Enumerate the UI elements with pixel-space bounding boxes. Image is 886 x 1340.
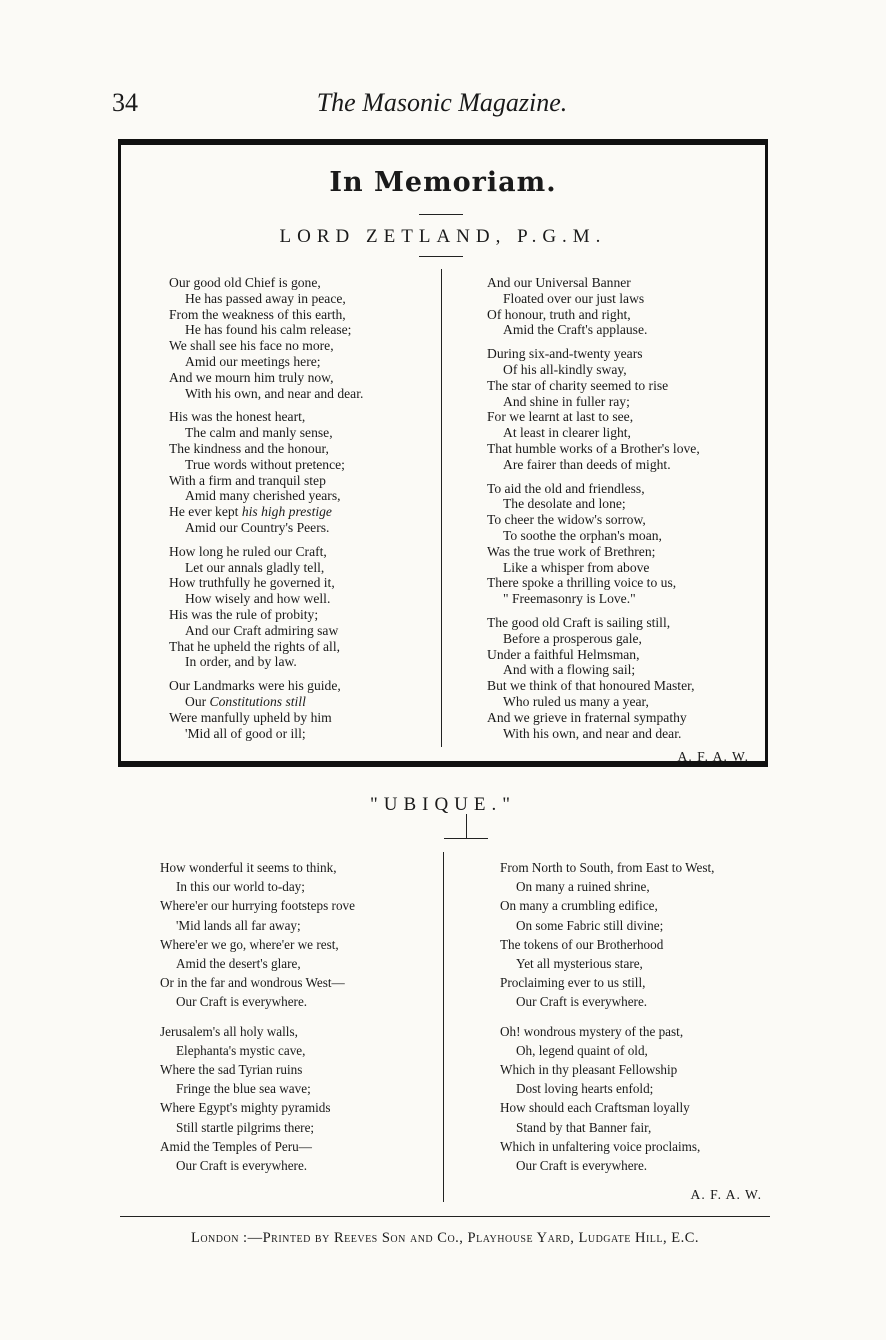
stanza [487,346,749,472]
stanza [487,275,749,338]
poem-line: Oh! wondrous mystery of the past, [500,1023,684,1039]
poem-line: And our Universal Banner [487,275,631,290]
poem-line: Which in unfaltering voice proclaims, [500,1138,701,1154]
poem-line: To cheer the widow's sorrow, [487,512,646,528]
column-divider [443,852,444,1202]
poem-line: Where'er we go, where'er we rest, [160,936,339,952]
poem-line: How should each Craftsman loyally [500,1100,690,1116]
title-rule-vertical [466,814,467,838]
column-divider [441,269,442,747]
stanza [487,615,749,741]
poem-line: We shall see his face no more, [169,338,334,354]
poem-line: Our Craft is everywhere. [516,1158,648,1174]
poem-line: 'Mid lands all far away; [176,917,301,933]
poem-line: During six-and-twenty years [487,346,643,362]
poem-line: Amid the Temples of Peru— [160,1138,312,1154]
poem-line: Our Landmarks were his guide, [169,678,341,694]
poem-title-zetland: LORD ZETLAND, P.G.M. [279,226,607,247]
poem-line: Amid the desert's glare, [176,956,301,972]
poem-line: With his own, and near and dear. [185,385,364,401]
poem-line: For we learnt at last to see, [487,409,634,425]
poem-line: To soothe the orphan's moan, [503,527,662,543]
poem-line: The tokens of our Brotherhood [500,936,664,952]
poem-line: Jerusalem's all holy walls, [160,1023,298,1039]
poem-line: How wisely and how well. [185,591,331,607]
stanza [160,858,430,1012]
poem-line: Oh, legend quaint of old, [516,1042,648,1058]
poem-line: That humble works of a Brother's love, [487,440,700,456]
footer-rule [120,1216,770,1217]
poem-line: But we think of that honoured Master, [487,678,695,694]
ubique-right-column [500,858,762,1204]
poem-line: Before a prosperous gale, [503,630,642,646]
poem-line: Our Craft is everywhere. [176,1158,308,1174]
poem-line: Elephanta's mystic cave, [176,1042,306,1058]
title-rule [419,256,463,257]
poem-line: Floated over our just laws [503,290,645,306]
poem-line: He has passed away in peace, [185,290,346,306]
poem-line: In order, and by law. [185,654,297,670]
printer-imprint: London :—Printed by Reeves Son and Co., Playhouse Yard, Ludgate Hill, E.C. [190,1230,700,1246]
poem-line: " Freemasonry is Love." [503,591,636,607]
poem-line: There spoke a thrilling voice to us, [487,575,677,591]
poem-line: Amid the Craft's applause. [503,322,648,338]
poem-line: His was the honest heart, [169,409,306,425]
poem-line: The calm and manly sense, [185,425,333,441]
poem-line: Or in the far and wondrous West— [160,975,345,991]
poem-line: And shine in fuller ray; [503,393,630,409]
poem-line: He ever kept his high prestige [169,504,332,520]
poem-line: Was the true work of Brethren; [487,543,656,559]
author-signature: A. F. A. W. [690,1187,762,1203]
poem-line: Where Egypt's mighty pyramids [160,1100,331,1116]
poem-line: How long he ruled our Craft, [169,543,327,559]
poem-line: True words without pretence; [185,456,345,472]
poem-line: The star of charity seemed to rise [487,377,669,393]
memoriam-left-column [169,275,429,749]
poem-line: And our Craft admiring saw [185,622,339,638]
poem-line: 'Mid all of good or ill; [185,725,306,741]
poem-line: Like a whisper from above [503,559,650,575]
poem-line: In this our world to-day; [176,879,305,895]
poem-line: And we grieve in fraternal sympathy [487,709,687,725]
poem-line: How wonderful it seems to think, [160,860,337,875]
poem-line: Still startle pilgrims there; [176,1119,315,1135]
memoriam-right-column [487,275,749,765]
poem-line: Our Craft is everywhere. [516,994,648,1010]
poem-line: Amid our Country's Peers. [185,519,330,535]
poem-line: Which in thy pleasant Fellowship [500,1062,678,1078]
stanza [500,858,762,1012]
poem-line: Proclaiming ever to us still, [500,975,646,991]
poem-title-ubique: "UBIQUE." [369,794,517,815]
title-rule [444,838,488,839]
poem-line: With his own, and near and dear. [503,725,682,741]
title-rule [419,214,463,215]
in-memoriam-box [118,139,768,767]
poem-line: His was the rule of probity; [169,606,319,622]
poem-line: Amid our meetings here; [185,353,321,369]
poem-line: On some Fabric still divine; [516,917,664,933]
poem-line: The desolate and lone; [503,496,626,512]
poem-line: How truthfully he governed it, [169,575,335,591]
stanza [169,678,429,741]
poem-line: Amid many cherished years, [185,488,341,504]
poem-line: Who ruled us many a year, [503,693,649,709]
poem-line: Of his all-kindly sway, [503,361,627,377]
poem-line: From the weakness of this earth, [169,306,346,322]
poem-line: He has found his calm release; [185,322,352,338]
poem-line: The good old Craft is sailing still, [487,614,671,630]
poem-line: And we mourn him truly now, [169,369,334,385]
poem-line: And with a flowing sail; [503,662,636,678]
poem-line: Our Constitutions still [185,693,306,709]
poem-line: The kindness and the honour, [169,440,329,456]
poem-line: Our good old Chief is gone, [169,275,321,290]
stanza [160,1022,430,1176]
poem-line: Where the sad Tyrian ruins [160,1062,303,1078]
poem-line: At least in clearer light, [503,425,631,441]
stanza [169,409,429,535]
poem-line: On many a ruined shrine, [516,879,650,895]
poem-line: To aid the old and friendless, [487,480,645,496]
stanza [169,275,429,401]
poem-line: Are fairer than deeds of might. [503,456,671,472]
poem-line: That he upheld the rights of all, [169,638,341,654]
page-header [112,88,772,128]
poem-line: Of honour, truth and right, [487,306,631,322]
poem-line: With a firm and tranquil step [169,472,326,488]
poem-line: On many a crumbling edifice, [500,898,658,914]
magazine-title: The Masonic Magazine. [316,88,568,117]
ubique-left-column [160,858,430,1185]
poem-line: From North to South, from East to West, [500,860,715,875]
poem-line: Our Craft is everywhere. [176,994,308,1010]
poem-line: Under a faithful Helmsman, [487,646,640,662]
poem-line: Were manfully upheld by him [169,709,332,725]
in-memoriam-heading: In Memoriam. [329,167,557,198]
poem-line: Where'er our hurrying footsteps rove [160,898,355,914]
page-number: 34 [112,88,138,117]
stanza [500,1022,762,1176]
poem-line: Let our annals gladly tell, [185,559,325,575]
author-signature: A. F. A. W. [677,749,749,765]
stanza [487,481,749,607]
poem-line: Yet all mysterious stare, [516,956,643,972]
poem-line: Fringe the blue sea wave; [176,1081,311,1097]
poem-line: Dost loving hearts enfold; [516,1081,654,1097]
stanza [169,544,429,670]
poem-line: Stand by that Banner fair, [516,1119,652,1135]
